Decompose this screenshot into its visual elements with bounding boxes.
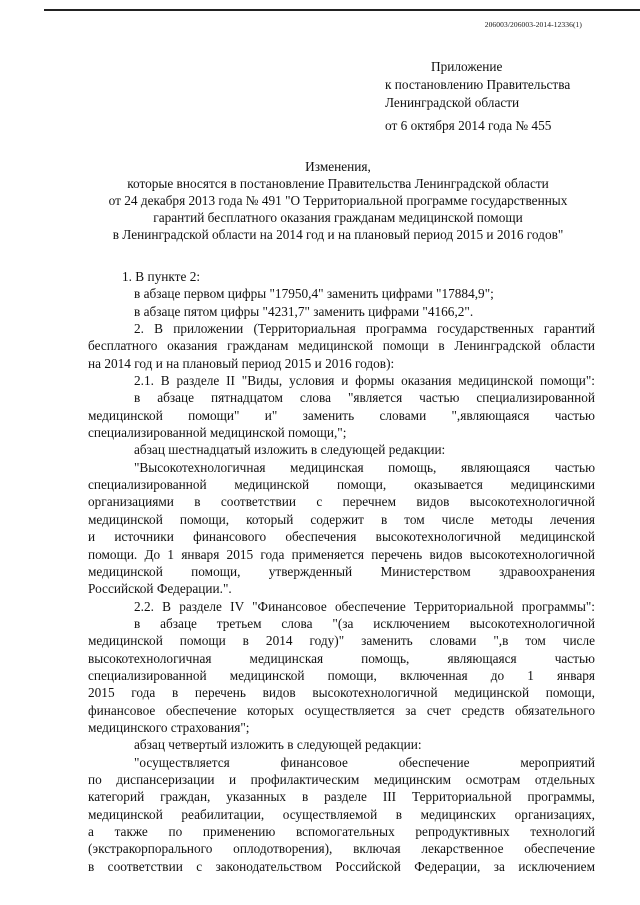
document-body (88, 268, 595, 875)
body-line: помощи. До 1 января 2015 года применяется перечень видов высокотехнологичной (88, 546, 595, 562)
body-line: абзац четвертый изложить в следующей редакции: (134, 737, 422, 753)
body-line: медицинского страхования"; (88, 719, 250, 735)
body-line: 1. В пункте 2: (122, 269, 201, 284)
annex-title: Приложение (431, 59, 503, 74)
body-line: медицинской помощи в 2014 году)" заменить словами ",в том числе (88, 633, 595, 649)
body-line: 2.1. В разделе II "Виды, условия и формы оказания медицинской помощи": (134, 373, 595, 389)
document-id: 206003/206003-2014-12336(1) (484, 20, 582, 29)
body-line: в абзаце первом цифры "17950,4" заменить цифрами "17884,9"; (134, 286, 494, 302)
body-line: в абзаце пятом цифры "4231,7" заменить цифрами "4166,2". (134, 303, 474, 319)
body-line: в абзаце пятнадцатом слова "является частью специализированной (134, 390, 595, 406)
body-line: 2015 года в перечень видов высокотехнологичной медицинской помощи, (88, 685, 595, 701)
annex-line-date: от 6 октября 2014 года № 455 (385, 118, 552, 133)
body-line: и источники финансового обеспечения высокотехнологичной медицинской (88, 529, 595, 545)
title-line-1: Изменения, (305, 159, 371, 174)
annex-line-2: к постановлению Правительства (385, 77, 571, 92)
body-line: специализированной медицинской помощи, включенная до 1 января (88, 667, 595, 683)
body-line: "Высокотехнологичная медицинская помощь, являющаяся частью (134, 459, 595, 475)
body-line: (экстракорпорального оплодотворения), включая лекарственное обеспечение (88, 841, 595, 857)
body-line: медицинской реабилитации, осуществляемой в медицинских организациях, (88, 806, 595, 822)
document-title (88, 158, 588, 243)
body-line: Российской Федерации.". (88, 581, 232, 597)
body-line: финансовое обеспечение которых осуществляется за счет средств обязательного (88, 702, 595, 718)
body-line: 2. В приложении (Территориальная программа государственных гарантий (134, 321, 595, 337)
top-border-line (44, 9, 640, 11)
body-line: на 2014 год и на плановый период 2015 и 2016 годов): (88, 355, 395, 371)
body-line: а также по применению вспомогательных репродуктивных технологий (88, 824, 595, 839)
body-line: в абзаце третьем слова "(за исключением высокотехнологичной (134, 615, 595, 631)
annex-line-3: Ленинградской области (385, 95, 520, 110)
body-line: высокотехнологичная медицинская помощь, являющаяся частью (88, 650, 595, 666)
body-line: медицинской помощи, который содержит в том числе методы лечения (88, 511, 595, 527)
body-line: 2.2. В разделе IV "Финансовое обеспечение Территориальной программы": (134, 598, 595, 614)
title-line-5: в Ленинградской области на 2014 год и на плановый период 2015 и 2016 годов" (112, 227, 564, 242)
body-line: "осуществляется финансовое обеспечение мероприятий (134, 754, 595, 770)
body-line: по диспансеризации и профилактическим медицинским осмотрам отдельных (88, 771, 595, 787)
body-line: абзац шестнадцатый изложить в следующей редакции: (134, 442, 446, 458)
body-line: организациями в соответствии с перечнем видов высокотехнологичной (88, 494, 595, 510)
body-line: специализированной медицинской помощи,"; (88, 425, 347, 441)
body-line: медицинской помощи" и" заменить словами ",являющаяся частью (88, 407, 595, 423)
body-line: специализированной медицинской помощи, оказывается медицинскими (88, 477, 595, 493)
body-line: медицинской помощи, утвержденный Министерством здравоохранения (88, 563, 595, 579)
title-line-4: гарантий бесплатного оказания гражданам медицинской помощи (153, 210, 523, 225)
body-line: категорий граждан, указанных в разделе III Территориальной программы, (88, 789, 595, 805)
title-line-2: которые вносятся в постановление Правительства Ленинградской области (127, 176, 549, 191)
body-line: бесплатного оказания гражданам медицинской помощи в Ленинградской области (88, 338, 595, 354)
title-line-3: от 24 декабря 2013 года № 491 "О Территориальной программе государственных (108, 193, 568, 208)
body-line: в соответствии с законодательством Российской Федерации, за исключением (88, 858, 595, 874)
